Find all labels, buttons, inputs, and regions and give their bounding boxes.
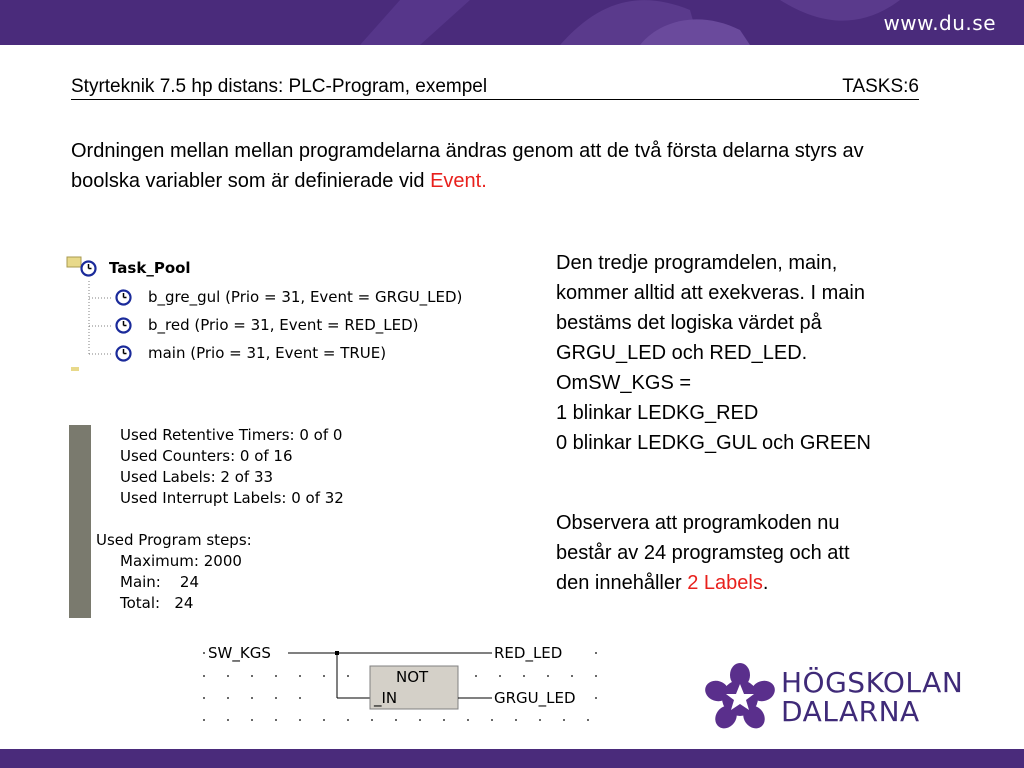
tree-item[interactable]: b_gre_gul (Prio = 31, Event = GRGU_LED) bbox=[148, 288, 463, 306]
function-block-name[interactable]: NOT bbox=[396, 668, 429, 686]
explanation-line: 0 blinkar LEDKG_GUL och GREEN bbox=[556, 432, 871, 454]
tree-root-label[interactable]: Task_Pool bbox=[109, 259, 191, 277]
stats-line: Used Labels: 2 of 33 bbox=[120, 468, 274, 486]
note-line bbox=[556, 568, 976, 598]
ladder-output-label[interactable]: GRGU_LED bbox=[494, 689, 576, 707]
footer-bar bbox=[0, 749, 1024, 768]
ladder-input-label[interactable]: SW_KGS bbox=[208, 644, 271, 662]
intro-paragraph bbox=[71, 136, 931, 196]
clock-icon bbox=[115, 317, 132, 334]
header-bar bbox=[0, 0, 1024, 45]
logo-line: HÖGSKOLAN bbox=[781, 666, 964, 699]
ladder-output-label[interactable]: RED_LED bbox=[494, 644, 563, 662]
stats-line: Used Retentive Timers: 0 of 0 bbox=[120, 426, 343, 444]
explanation-line: GRGU_LED och RED_LED. bbox=[556, 342, 808, 364]
stats-step: Maximum: 2000 bbox=[120, 552, 242, 570]
stats-step: Main: 24 bbox=[120, 573, 200, 591]
slide-title bbox=[71, 75, 919, 100]
note-suffix: . bbox=[762, 572, 769, 594]
explanation-line: bestäms det logiska värdet på bbox=[556, 312, 822, 334]
tree-item[interactable]: main (Prio = 31, Event = TRUE) bbox=[148, 344, 387, 362]
stats-line: Used Interrupt Labels: 0 of 32 bbox=[120, 489, 344, 507]
note-line: består av 24 programsteg och att bbox=[556, 542, 850, 564]
function-block-input: _IN bbox=[374, 689, 398, 707]
tree-item[interactable]: b_red (Prio = 31, Event = RED_LED) bbox=[148, 316, 419, 334]
explanation-line: kommer alltid att exekveras. I main bbox=[556, 282, 865, 304]
stats-steps-title: Used Program steps: bbox=[96, 531, 252, 549]
task-tree bbox=[65, 253, 515, 373]
note-text: den innehåller bbox=[556, 572, 688, 594]
note-highlight: 2 Labels bbox=[687, 572, 763, 594]
clock-icon bbox=[115, 345, 132, 362]
clock-icon bbox=[115, 289, 132, 306]
ladder-diagram bbox=[196, 638, 616, 730]
header-decoration bbox=[0, 0, 1024, 45]
stats-line: Used Counters: 0 of 16 bbox=[120, 447, 293, 465]
title-text: Styrteknik 7.5 hp distans: PLC-Program, exempel bbox=[71, 76, 488, 97]
logo-wordmark bbox=[781, 668, 963, 726]
site-url[interactable]: www.du.se bbox=[883, 11, 996, 35]
program-stats bbox=[69, 425, 489, 618]
clock-icon bbox=[80, 260, 97, 277]
title-page-label: TASKS:6 bbox=[842, 76, 919, 97]
intro-highlight: Event. bbox=[430, 170, 487, 192]
logo-line: DALARNA bbox=[781, 695, 920, 728]
intro-text: Ordningen mellan mellan programdelarna ändras genom att de två första delarna styrs av boolska variabler som är definierade vid bbox=[71, 140, 864, 192]
note-line: Observera att programkoden nu bbox=[556, 512, 840, 534]
explanation-paragraph bbox=[556, 248, 996, 458]
explanation-line: OmSW_KGS = bbox=[556, 372, 692, 394]
stats-step: Total: 24 bbox=[120, 594, 194, 612]
explanation-line: 1 blinkar LEDKG_RED bbox=[556, 402, 759, 424]
stats-sidebar bbox=[69, 425, 91, 618]
star-flower-icon bbox=[704, 662, 776, 732]
explanation-line: Den tredje programdelen, main, bbox=[556, 252, 838, 274]
note-paragraph bbox=[556, 508, 976, 598]
